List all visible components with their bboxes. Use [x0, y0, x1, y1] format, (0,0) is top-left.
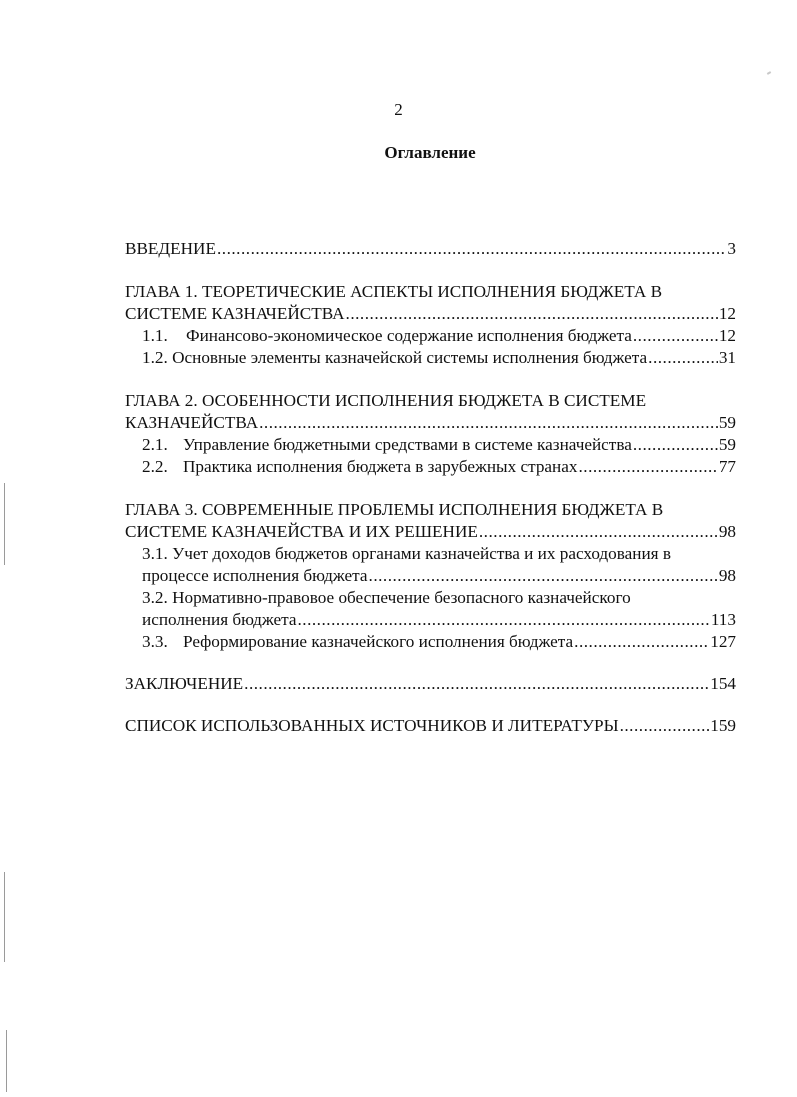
toc-page-number: 31	[718, 348, 736, 367]
scan-margin-mark-3	[6, 1030, 7, 1092]
toc-entry-label: ВВЕДЕНИЕ	[125, 239, 216, 258]
toc-page-number: 12	[718, 304, 736, 323]
dot-leader	[578, 456, 717, 478]
dot-leader	[648, 347, 718, 369]
toc-entry-label: СИСТЕМЕ КАЗНАЧЕЙСТВА И ИХ РЕШЕНИЕ	[125, 522, 478, 541]
toc-entry-section-1-2[interactable]	[125, 347, 736, 369]
section-number: 2.2.	[142, 457, 168, 476]
toc-page-number: 59	[718, 435, 736, 454]
toc-page-number: 154	[710, 674, 736, 693]
toc-entry-label: Учет доходов бюджетов органами казначейства и их расходования в	[172, 544, 671, 563]
toc-entry-introduction[interactable]	[125, 238, 736, 260]
scan-margin-mark-2	[4, 872, 5, 962]
toc-page-number: 12	[718, 326, 736, 345]
toc-entry-label: ЗАКЛЮЧЕНИЕ	[125, 674, 244, 693]
toc-entry-label: Основные элементы казначейской системы исполнения бюджета	[172, 348, 648, 367]
toc-entry-label: Нормативно-правовое обеспечение безопасного казначейского	[172, 588, 631, 607]
toc-page-number: 77	[718, 457, 736, 476]
dot-leader	[574, 631, 709, 653]
page-number: 2	[394, 100, 403, 119]
toc-entry-chapter-1[interactable]	[125, 281, 736, 325]
toc-entry-label: Реформирование казначейского исполнения бюджета	[183, 632, 574, 651]
toc-page-number: 159	[710, 716, 736, 735]
toc-entry-label: ГЛАВА 2. ОСОБЕННОСТИ ИСПОЛНЕНИЯ БЮДЖЕТА В СИСТЕМЕ	[125, 391, 647, 410]
dot-leader	[633, 325, 718, 347]
scan-speck	[767, 71, 771, 75]
toc-entry-chapter-2[interactable]	[125, 390, 736, 434]
section-number: 3.1.	[142, 544, 168, 563]
dot-leader	[259, 412, 718, 434]
toc-entry-label: процессе исполнения бюджета	[142, 566, 368, 585]
toc-page-number: 98	[718, 522, 736, 541]
section-number: 1.2.	[142, 348, 168, 367]
dot-leader	[297, 609, 709, 631]
toc-entry-section-2-1[interactable]	[125, 434, 736, 456]
toc-entry-label: Управление бюджетными средствами в системе казначейства	[183, 435, 632, 454]
section-number: 1.1.	[142, 326, 168, 345]
dot-leader	[217, 238, 726, 260]
page-title: Оглавление	[384, 143, 476, 162]
toc-entry-section-1-1[interactable]	[125, 325, 736, 347]
toc-page-number: 3	[727, 239, 736, 258]
toc-entry-section-3-1[interactable]	[125, 543, 736, 587]
toc-entry-label: КАЗНАЧЕЙСТВА	[125, 413, 259, 432]
toc-page-number: 59	[718, 413, 736, 432]
dot-leader	[346, 303, 718, 325]
toc-entry-label: Практика исполнения бюджета в зарубежных странах	[183, 457, 578, 476]
toc-entry-label: Финансово-экономическое содержание исполнения бюджета	[186, 326, 632, 345]
section-number: 2.1.	[142, 435, 168, 454]
toc-page-number: 113	[710, 610, 736, 629]
dot-leader	[244, 673, 709, 695]
toc-entry-references[interactable]	[125, 715, 736, 737]
toc-entry-label: ГЛАВА 1. ТЕОРЕТИЧЕСКИЕ АСПЕКТЫ ИСПОЛНЕНИЯ БЮДЖЕТА В	[125, 282, 663, 301]
dot-leader	[620, 715, 710, 737]
section-number: 3.2.	[142, 588, 168, 607]
section-number: 3.3.	[142, 632, 168, 651]
toc-entry-conclusion[interactable]	[125, 673, 736, 695]
toc-entry-label: СПИСОК ИСПОЛЬЗОВАННЫХ ИСТОЧНИКОВ И ЛИТЕРАТУРЫ	[125, 716, 619, 735]
toc-entry-section-3-3[interactable]	[125, 631, 736, 653]
toc-entry-chapter-3[interactable]	[125, 499, 736, 543]
dot-leader	[479, 521, 718, 543]
dot-leader	[633, 434, 718, 456]
toc-page-number: 98	[718, 566, 736, 585]
toc-entry-label: СИСТЕМЕ КАЗНАЧЕЙСТВА	[125, 304, 345, 323]
table-of-contents	[125, 238, 736, 737]
toc-entry-label: исполнения бюджета	[142, 610, 297, 629]
toc-entry-section-2-2[interactable]	[125, 456, 736, 478]
dot-leader	[369, 565, 718, 587]
scan-margin-mark-1	[4, 483, 5, 565]
toc-entry-label: ГЛАВА 3. СОВРЕМЕННЫЕ ПРОБЛЕМЫ ИСПОЛНЕНИЯ БЮДЖЕТА В	[125, 500, 664, 519]
toc-entry-section-3-2[interactable]	[125, 587, 736, 631]
toc-page-number: 127	[710, 632, 736, 651]
